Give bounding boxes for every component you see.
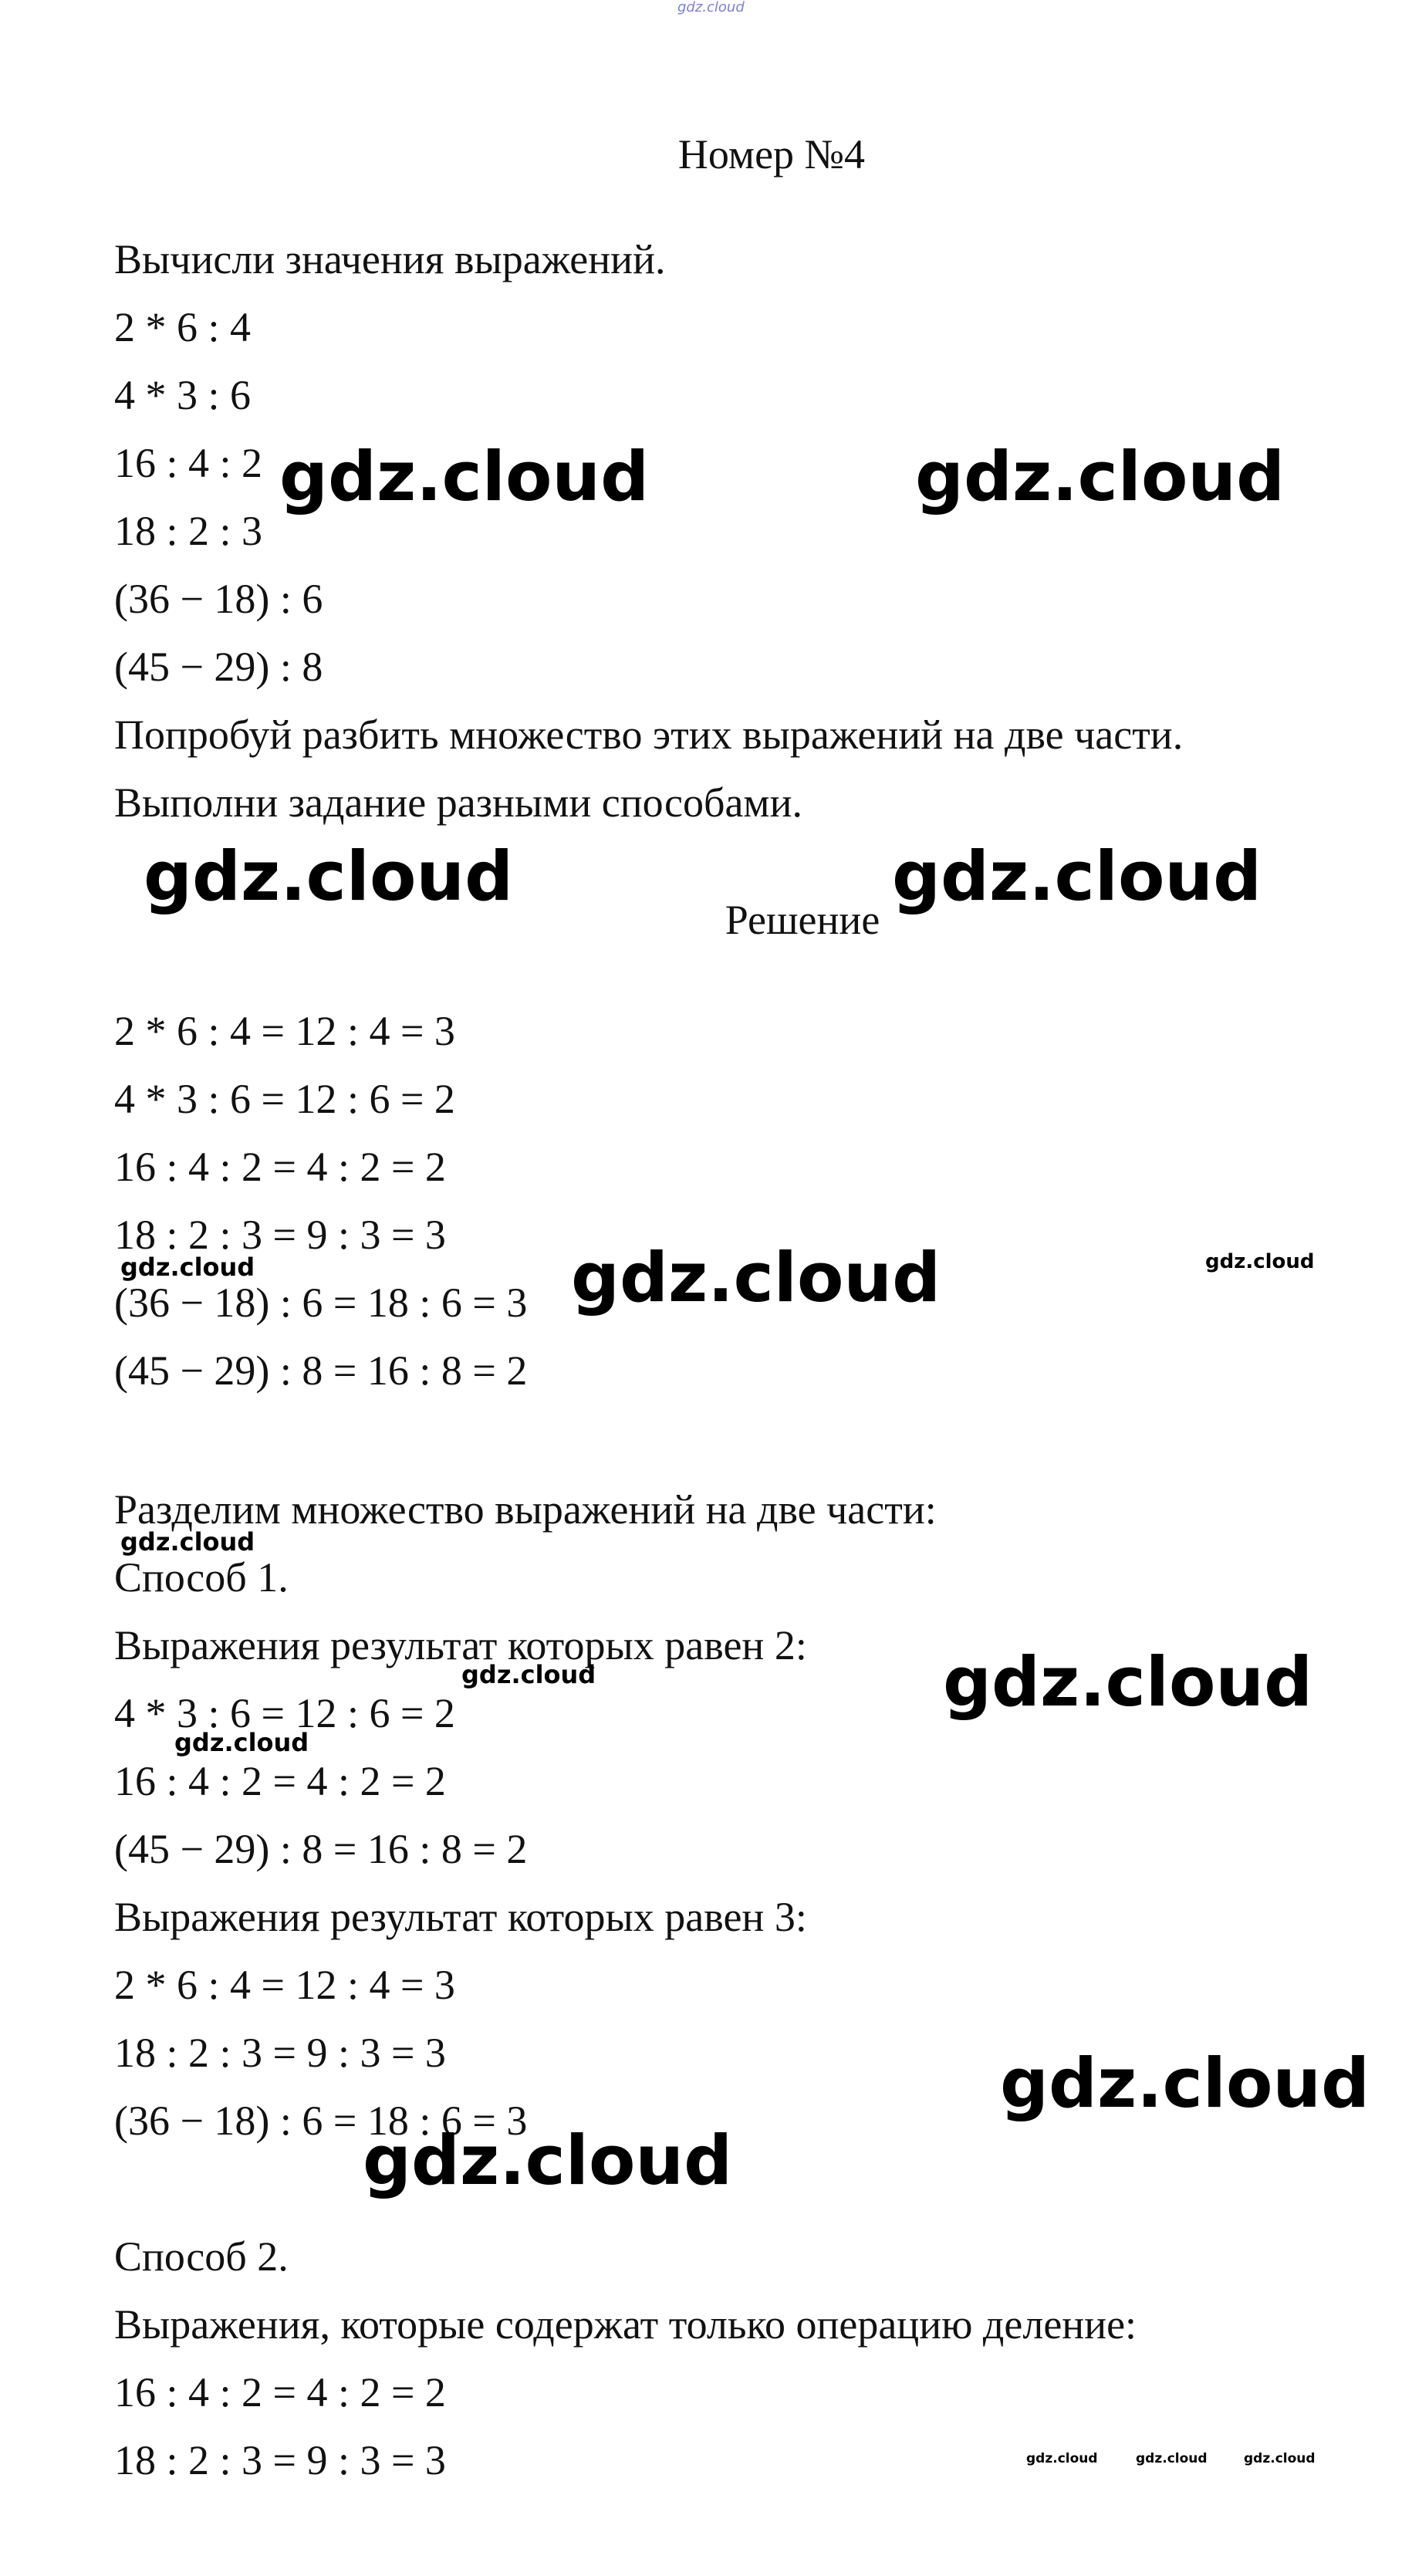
solution-computation: (45 − 29) : 8 = 16 : 8 = 2 bbox=[114, 1347, 528, 1394]
group-title: Выражения, которые содержат только операцию деление: bbox=[114, 2301, 1137, 2348]
task-intro: Вычисли значения выражений. bbox=[114, 236, 666, 282]
watermark: gdz.cloud bbox=[943, 1642, 1313, 1722]
group-expression: (45 − 29) : 8 = 16 : 8 = 2 bbox=[114, 1826, 528, 1872]
solution-computation: 2 * 6 : 4 = 12 : 4 = 3 bbox=[114, 1008, 455, 1054]
watermark: gdz.cloud bbox=[120, 1253, 255, 1282]
group-expression: 18 : 2 : 3 = 9 : 3 = 3 bbox=[114, 2030, 446, 2076]
watermark: gdz.cloud bbox=[144, 837, 514, 916]
watermark: gdz.cloud bbox=[120, 1527, 255, 1557]
task-expression: (45 − 29) : 8 bbox=[114, 644, 323, 690]
solution-computation: (36 − 18) : 6 = 18 : 6 = 3 bbox=[114, 1280, 528, 1326]
watermark: gdz.cloud bbox=[571, 1238, 941, 1317]
top-watermark: gdz.cloud bbox=[677, 0, 745, 15]
watermark: gdz.cloud bbox=[1026, 2451, 1098, 2466]
solution-heading: Решение bbox=[725, 897, 880, 943]
watermark: gdz.cloud bbox=[892, 837, 1262, 916]
solution-computation: 4 * 3 : 6 = 12 : 6 = 2 bbox=[114, 1076, 455, 1122]
group-expression: 16 : 4 : 2 = 4 : 2 = 2 bbox=[114, 2369, 446, 2415]
group-expression: 18 : 2 : 3 = 9 : 3 = 3 bbox=[114, 2437, 446, 2483]
group-expression: (36 − 18) : 6 = 18 : 6 = 3 bbox=[114, 2098, 528, 2144]
task-expression: 18 : 2 : 3 bbox=[114, 508, 263, 554]
watermark: gdz.cloud bbox=[1136, 2451, 1208, 2466]
solution-computation: 18 : 2 : 3 = 9 : 3 = 3 bbox=[114, 1212, 446, 1258]
watermark: gdz.cloud bbox=[279, 437, 650, 516]
task-instruction: Выполни задание разными способами. bbox=[114, 779, 802, 826]
method-label: Способ 1. bbox=[114, 1554, 289, 1601]
split-intro: Разделим множество выражений на две части: bbox=[114, 1486, 937, 1533]
task-expression: 2 * 6 : 4 bbox=[114, 304, 252, 350]
group-expression: 4 * 3 : 6 = 12 : 6 = 2 bbox=[114, 1690, 455, 1736]
task-expression: 4 * 3 : 6 bbox=[114, 372, 252, 418]
method-label: Способ 2. bbox=[114, 2233, 289, 2280]
watermark: gdz.cloud bbox=[461, 1660, 596, 1689]
task-expression: (36 − 18) : 6 bbox=[114, 576, 323, 622]
watermark: gdz.cloud bbox=[174, 1728, 309, 1757]
watermark: gdz.cloud bbox=[1205, 1250, 1315, 1273]
watermark: gdz.cloud bbox=[1244, 2451, 1316, 2466]
page-title: Номер №4 bbox=[677, 131, 866, 177]
watermark: gdz.cloud bbox=[363, 2121, 733, 2200]
group-title: Выражения результат которых равен 3: bbox=[114, 1894, 807, 1940]
solution-computation: 16 : 4 : 2 = 4 : 2 = 2 bbox=[114, 1144, 446, 1190]
group-title: Выражения результат которых равен 2: bbox=[114, 1622, 807, 1668]
task-instruction: Попробуй разбить множество этих выражений на две части. bbox=[114, 712, 1184, 758]
watermark: gdz.cloud bbox=[1000, 2044, 1370, 2123]
group-expression: 2 * 6 : 4 = 12 : 4 = 3 bbox=[114, 1962, 455, 2008]
watermark: gdz.cloud bbox=[915, 437, 1285, 516]
task-expression: 16 : 4 : 2 bbox=[114, 440, 263, 486]
group-expression: 16 : 4 : 2 = 4 : 2 = 2 bbox=[114, 1758, 446, 1804]
